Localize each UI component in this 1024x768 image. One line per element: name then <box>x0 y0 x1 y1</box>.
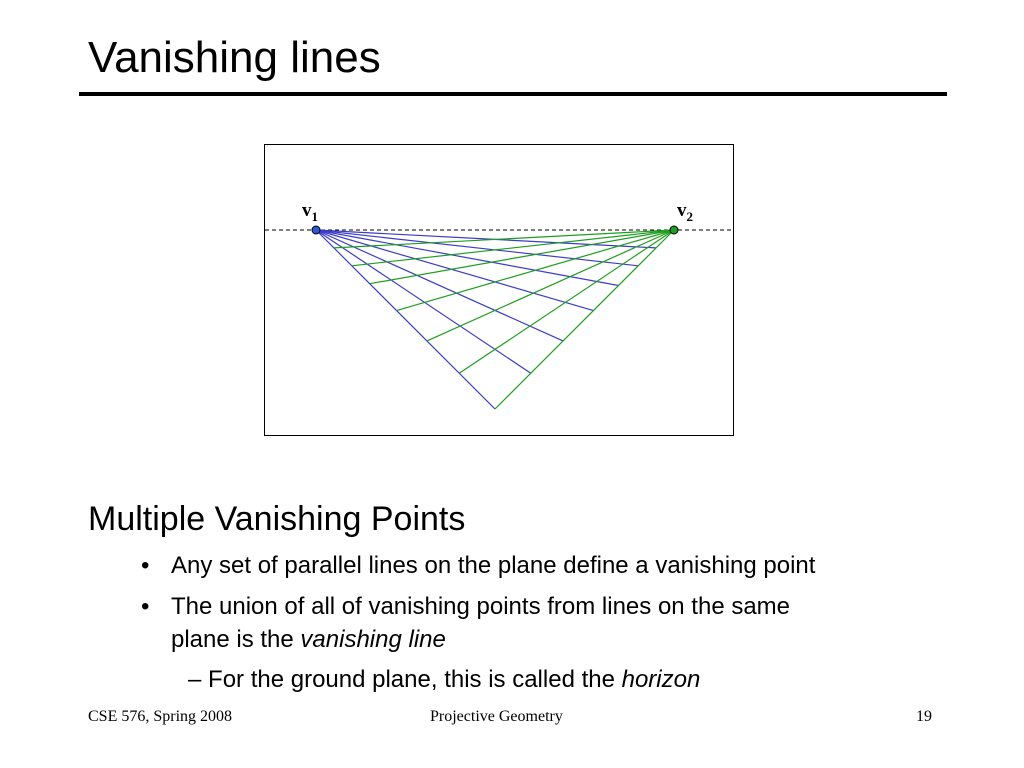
emphasis-horizon: horizon <box>621 666 701 693</box>
bullet-glyph: • <box>141 552 150 579</box>
footer-topic: Projective Geometry <box>430 708 563 725</box>
bullet-glyph: • <box>141 593 150 620</box>
title-underline <box>79 92 947 96</box>
bullet-text: The union of all of vanishing points from lines on the same <box>171 593 791 620</box>
sub-bullet-item <box>188 664 700 696</box>
figure-canvas <box>265 145 733 435</box>
emphasis-vanishing-line: vanishing line <box>300 626 446 653</box>
vanishing-point-v2 <box>670 226 678 234</box>
bullet-text: Any set of parallel lines on the plane define a vanishing point <box>171 552 816 579</box>
footer-course: CSE 576, Spring 2008 <box>88 708 233 725</box>
v2-label: $v_2$ <box>677 200 693 224</box>
v1-label: $v_1$ <box>302 200 318 224</box>
v1-family-line <box>316 230 495 409</box>
slide-title: Vanishing lines <box>88 33 381 82</box>
section-heading: Multiple Vanishing Points <box>88 500 466 538</box>
v1-family-line <box>316 230 531 373</box>
v1-line-family <box>316 230 656 409</box>
v1-family-line <box>316 230 638 266</box>
v2-family-line <box>352 230 674 266</box>
footer-page-number: 19 <box>916 708 932 725</box>
vanishing-point-v1 <box>312 226 320 234</box>
vanishing-lines-figure <box>264 144 734 436</box>
v2-line-family <box>334 230 674 409</box>
sub-bullet-text: For the ground plane, this is called the <box>208 666 622 693</box>
v2-family-line <box>459 230 674 373</box>
sub-bullet-dash: – <box>188 666 202 693</box>
bullet-text-continued: plane is the vanishing line <box>171 626 446 653</box>
